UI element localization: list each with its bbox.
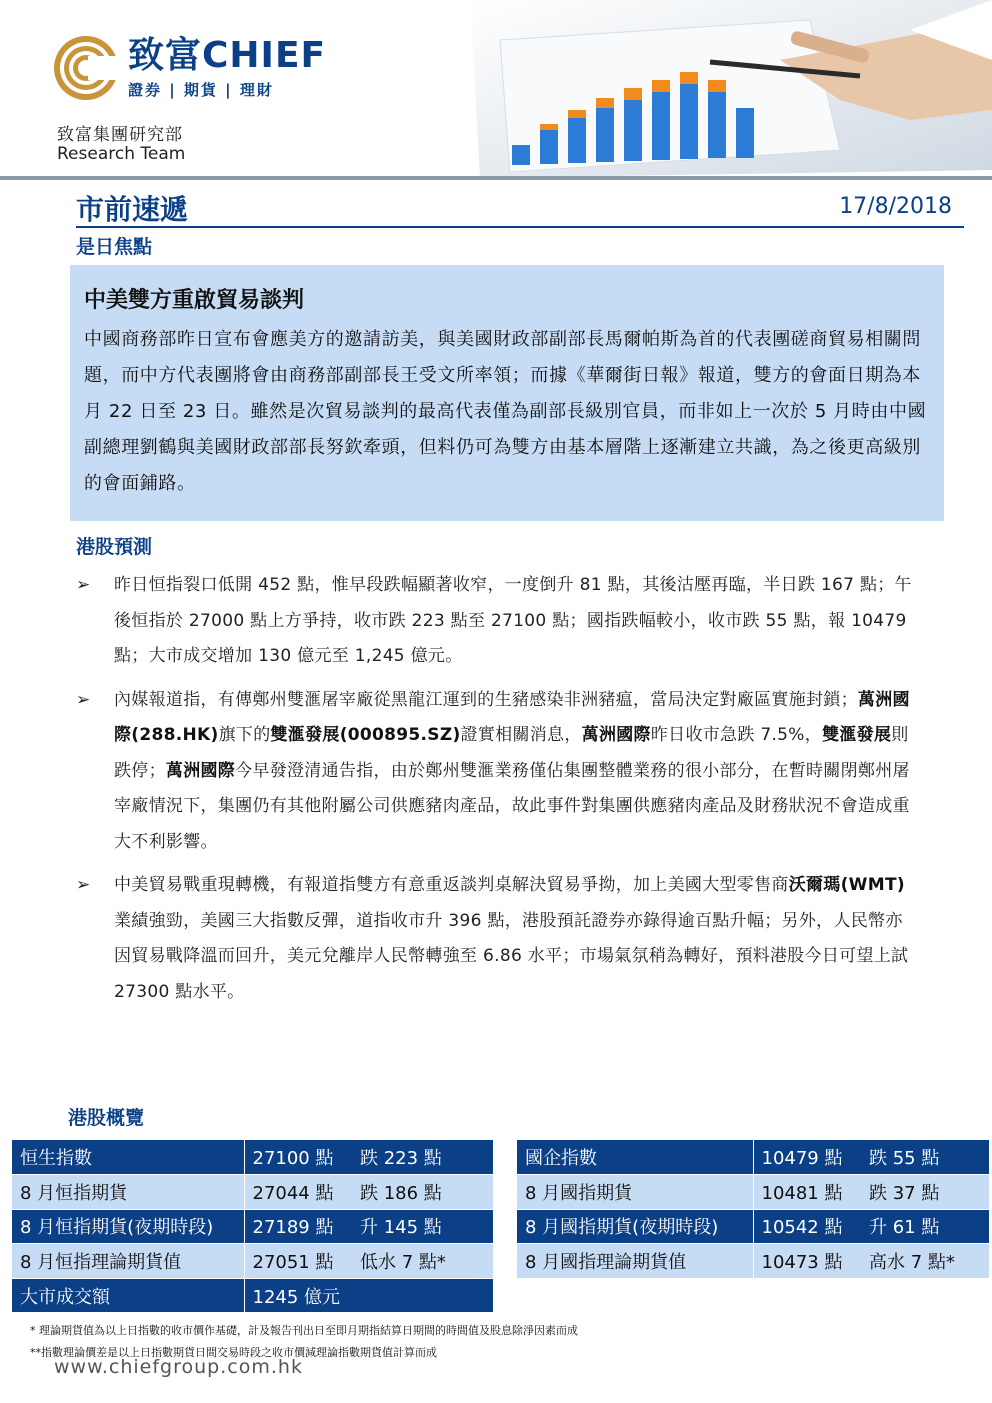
hsce-table xyxy=(517,1140,989,1279)
title-divider xyxy=(76,226,964,228)
stock-name: 雙滙發展 xyxy=(822,725,892,745)
focus-box xyxy=(70,265,944,521)
forecast-bullet-1 xyxy=(76,568,916,675)
bullet-3-text: 中美貿易戰重現轉機，有報道指雙方有意重返談判桌解決貿易爭拗，加上美國大型零售商 xyxy=(114,875,789,895)
row-name: 8 月恒指期貨 xyxy=(12,1175,244,1210)
research-dept-cn: 致富集團研究部 xyxy=(57,125,183,145)
row-value: 10481 點 xyxy=(753,1175,861,1210)
row-name: 8 月國指理論期貨值 xyxy=(517,1244,753,1279)
header-divider xyxy=(0,176,992,180)
table-row xyxy=(12,1278,493,1313)
row-change: 高水 7 點* xyxy=(861,1244,989,1279)
stock-name: 萬洲國際 xyxy=(165,760,236,781)
forecast-bullet-2 xyxy=(76,683,916,861)
forecast-section-label: 港股預測 xyxy=(76,536,153,558)
bullet-arrow-icon: ➢ xyxy=(76,875,91,895)
table-row xyxy=(517,1175,989,1210)
focus-section-label: 是日焦點 xyxy=(76,236,153,258)
row-value: 10542 點 xyxy=(753,1209,861,1244)
stock-name: 沃爾瑪(WMT) xyxy=(788,875,905,895)
table-row xyxy=(12,1244,493,1279)
table-row xyxy=(12,1175,493,1210)
row-value: 27189 點 xyxy=(244,1209,352,1244)
bullet-2-text: 旗下的 xyxy=(218,725,271,745)
focus-body: 中國商務部昨日宣布會應美方的邀請訪美，與美國財政部副部長馬爾帕斯為首的代表團磋商貿易相關問題，而中方代表團將會由商務部副部長王受文所率領；而據《華爾街日報》報道，雙方的會面日期為本月 22 日至 23 日。雖然是次貿易談判的最高代表僅為副部長級別官員，而非如上一次於 5 月時由中國副總理劉鶴與美國財政部部長努欽牽頭，但料仍可為雙方由基本層階上逐漸建立共識，為之後更高級別的會面鋪路。 xyxy=(84,329,927,494)
table-row xyxy=(12,1209,493,1244)
bullet-1-text: 昨日恒指裂口低開 452 點，惟早段跌幅顯著收窄，一度倒升 81 點，其後沽壓再臨，半日跌 167 點；午後恒指於 27000 點上方爭持，收市跌 223 點至 27100 點；國指跌幅較小，收市跌 55 點，報 10479 點；大市成交增加 130 億元至 1,245 億元。 xyxy=(114,575,912,666)
focus-headline: 中美雙方重啟貿易談判 xyxy=(84,288,305,313)
row-name: 大市成交額 xyxy=(12,1278,244,1313)
row-value: 10479 點 xyxy=(753,1140,861,1175)
bullet-2-text: 證實相關消息， xyxy=(460,725,582,745)
bullet-2-text: 內媒報道指，有傳鄭州雙滙屠宰廠從黑龍江運到的生豬感染非洲豬瘟，當局決定對廠區實施封鎖； xyxy=(114,689,858,710)
header-chart-photo-icon xyxy=(440,0,992,178)
stock-name: 萬洲國際(288.HK) xyxy=(114,689,910,745)
bullet-arrow-icon: ➢ xyxy=(76,575,91,595)
row-value: 10473 點 xyxy=(753,1244,861,1279)
chief-logo-mark-icon xyxy=(52,34,120,102)
company-website-link[interactable]: www.chiefgroup.com.hk xyxy=(54,1356,303,1378)
row-change xyxy=(352,1278,493,1313)
forecast-bullets xyxy=(76,568,916,1018)
row-change: 跌 37 點 xyxy=(861,1175,989,1210)
table-row xyxy=(12,1140,493,1175)
stock-name: 萬洲國際 xyxy=(581,725,651,745)
row-change: 跌 55 點 xyxy=(861,1140,989,1175)
row-name: 國企指數 xyxy=(517,1140,753,1175)
table-row xyxy=(517,1140,989,1175)
row-change: 低水 7 點* xyxy=(352,1244,493,1279)
bullet-arrow-icon: ➢ xyxy=(76,689,91,710)
row-change: 跌 223 點 xyxy=(352,1140,493,1175)
footnote-spread: **指數理論價差是以上日指數期貨日間交易時段之收市價減理論指數期貨值計算而成 xyxy=(30,1346,437,1359)
bullet-2-text: 昨日收市急跌 7.5%， xyxy=(650,725,823,745)
row-value: 1245 億元 xyxy=(244,1278,352,1313)
forecast-bullet-3 xyxy=(76,868,916,1010)
brand-subtitle: 證券 | 期貨 | 理財 xyxy=(128,80,274,99)
bullet-3-text: 業績強勁，美國三大指數反彈，道指收市升 396 點，港股預託證券亦錄得逾百點升幅；另外，人民幣亦因貿易戰降溫而回升，美元兌離岸人民幣轉強至 6.86 水平；市場氣氛稍為轉好，預料港股今日可望上試 27300 點水平。 xyxy=(114,910,909,1002)
bullet-2-text: 今早發澄清通告指，由於鄭州雙滙業務僅佔集團整體業務的很小部分，在暫時關閉鄭州屠宰廠情況下，集團仍有其他附屬公司供應豬肉產品，故此事件對集團供應豬肉產品及財務狀況不會造成重大不利影響。 xyxy=(114,760,910,852)
row-value: 27051 點 xyxy=(244,1244,352,1279)
hsi-table xyxy=(12,1140,493,1313)
company-logo xyxy=(52,34,326,102)
brand-name: 致富CHIEF xyxy=(128,34,327,76)
row-name: 8 月國指期貨(夜期時段) xyxy=(517,1209,753,1244)
row-name: 8 月恒指理論期貨值 xyxy=(12,1244,244,1279)
page-header xyxy=(0,0,992,180)
report-title: 市前速遞 xyxy=(76,193,189,226)
row-value: 27100 點 xyxy=(244,1140,352,1175)
row-change: 升 145 點 xyxy=(352,1209,493,1244)
row-name: 8 月恒指期貨(夜期時段) xyxy=(12,1209,244,1244)
row-name: 恒生指數 xyxy=(12,1140,244,1175)
row-change: 升 61 點 xyxy=(861,1209,989,1244)
footnote-theoretical-value: * 理論期貨值為以上日指數的收市價作基礎，計及報告刊出日至即月期指結算日期間的時間值及股息除淨因素而成 xyxy=(30,1324,578,1337)
report-date: 17/8/2018 xyxy=(839,194,952,219)
bullet-2-text: 則跌停； xyxy=(114,725,909,781)
row-value: 27044 點 xyxy=(244,1175,352,1210)
research-dept-en: Research Team xyxy=(57,144,186,164)
row-change: 跌 186 點 xyxy=(352,1175,493,1210)
overview-section-label: 港股概覽 xyxy=(68,1107,145,1129)
row-name: 8 月國指期貨 xyxy=(517,1175,753,1210)
stock-name: 雙滙發展(000895.SZ) xyxy=(270,725,461,745)
table-row xyxy=(517,1244,989,1279)
table-row xyxy=(517,1209,989,1244)
